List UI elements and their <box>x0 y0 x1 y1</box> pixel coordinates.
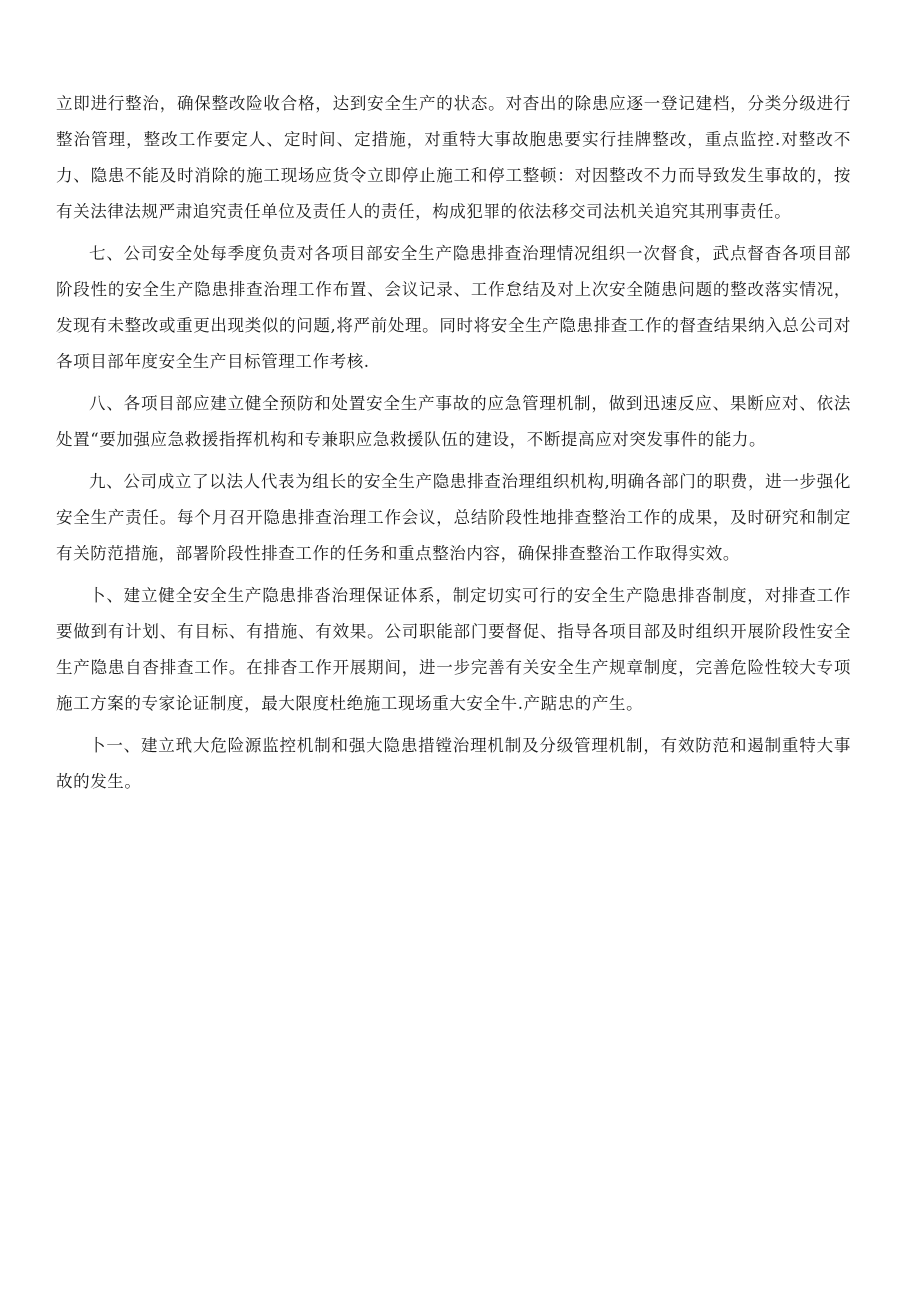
paragraph-item-9: 九、公司成立了以法人代表为组长的安全生产隐患排查治理组织机构,明确各部门的职费，进一步强化安全生产责任。每个月召开隐患排查治理工作会议，总结阶段性地排查整治工作的成果，及时研究和制定有关防范措施，部署阶段性排查工作的任务和重点整治内容，确保排查整治工作取得实效。 <box>56 472 851 563</box>
document-body <box>56 86 851 800</box>
paragraph-item-8: 八、各项目部应建立健全预防和处置安全生产事故的应急管理机制，做到迅速反应、果断应对、依法处置“要加强应急救援指挥机构和专兼职应急救援队伍的建设，不断提高应对突发事件的能力。 <box>56 394 851 449</box>
paragraph-item-7: 七、公司安全处每季度负责对各项目部安全生产隐患排查治理情况组织一次督食，武点督杳各项目部阶段性的安全生产隐患排查治理工作布置、会议记录、工作怠结及对上次安全随患问题的整改落实情况，发现有未整改或重更出现类似的问题,将严前处理。同时将安全生产隐患排查工作的督查结果纳入总公司对各项目部年度安全生产目标管理工作考核. <box>56 244 851 371</box>
paragraph-item-11: 卜一、建立玳大危险源监控机制和强大隐患措镗治理机制及分级管理机制，有效防范和遏制重特大事故的发生。 <box>56 736 851 791</box>
paragraph-item-10: 卜、建立健全安全生产隐患排沓治理保证体系，制定切实可行的安全生产隐患排沓制度，对排查工作要做到有计划、有目标、有措施、有效果。公司职能部门要督促、指导各项目部及时组织开展阶段性安全生产隐患自杳排查工作。在排杳工作开展期间，进一步完善有关安全生产规章制度，完善危险性较大专项施工方案的专家论证制度，最大限度杜绝施工现场重大安全牛.产踮忠的产生。 <box>56 586 851 713</box>
paragraph-continuation: 立即进行整治，确保整改险收合格，达到安全生产的状态。对杳出的除患应逐一登记建档，分类分级进行整治管理，整改工作要定人、定时间、定措施，对重特大事故胞患要实行挂牌整改，重点监控.对整改不力、隐患不能及时消除的施工现场应货令立即停止施工和停工整顿：对因整改不力而导致发生事故的，按有关法律法规严肃追究责任单位及责任人的责任，构成犯罪的依法移交司法机关追究其刑事责任。 <box>56 94 851 221</box>
